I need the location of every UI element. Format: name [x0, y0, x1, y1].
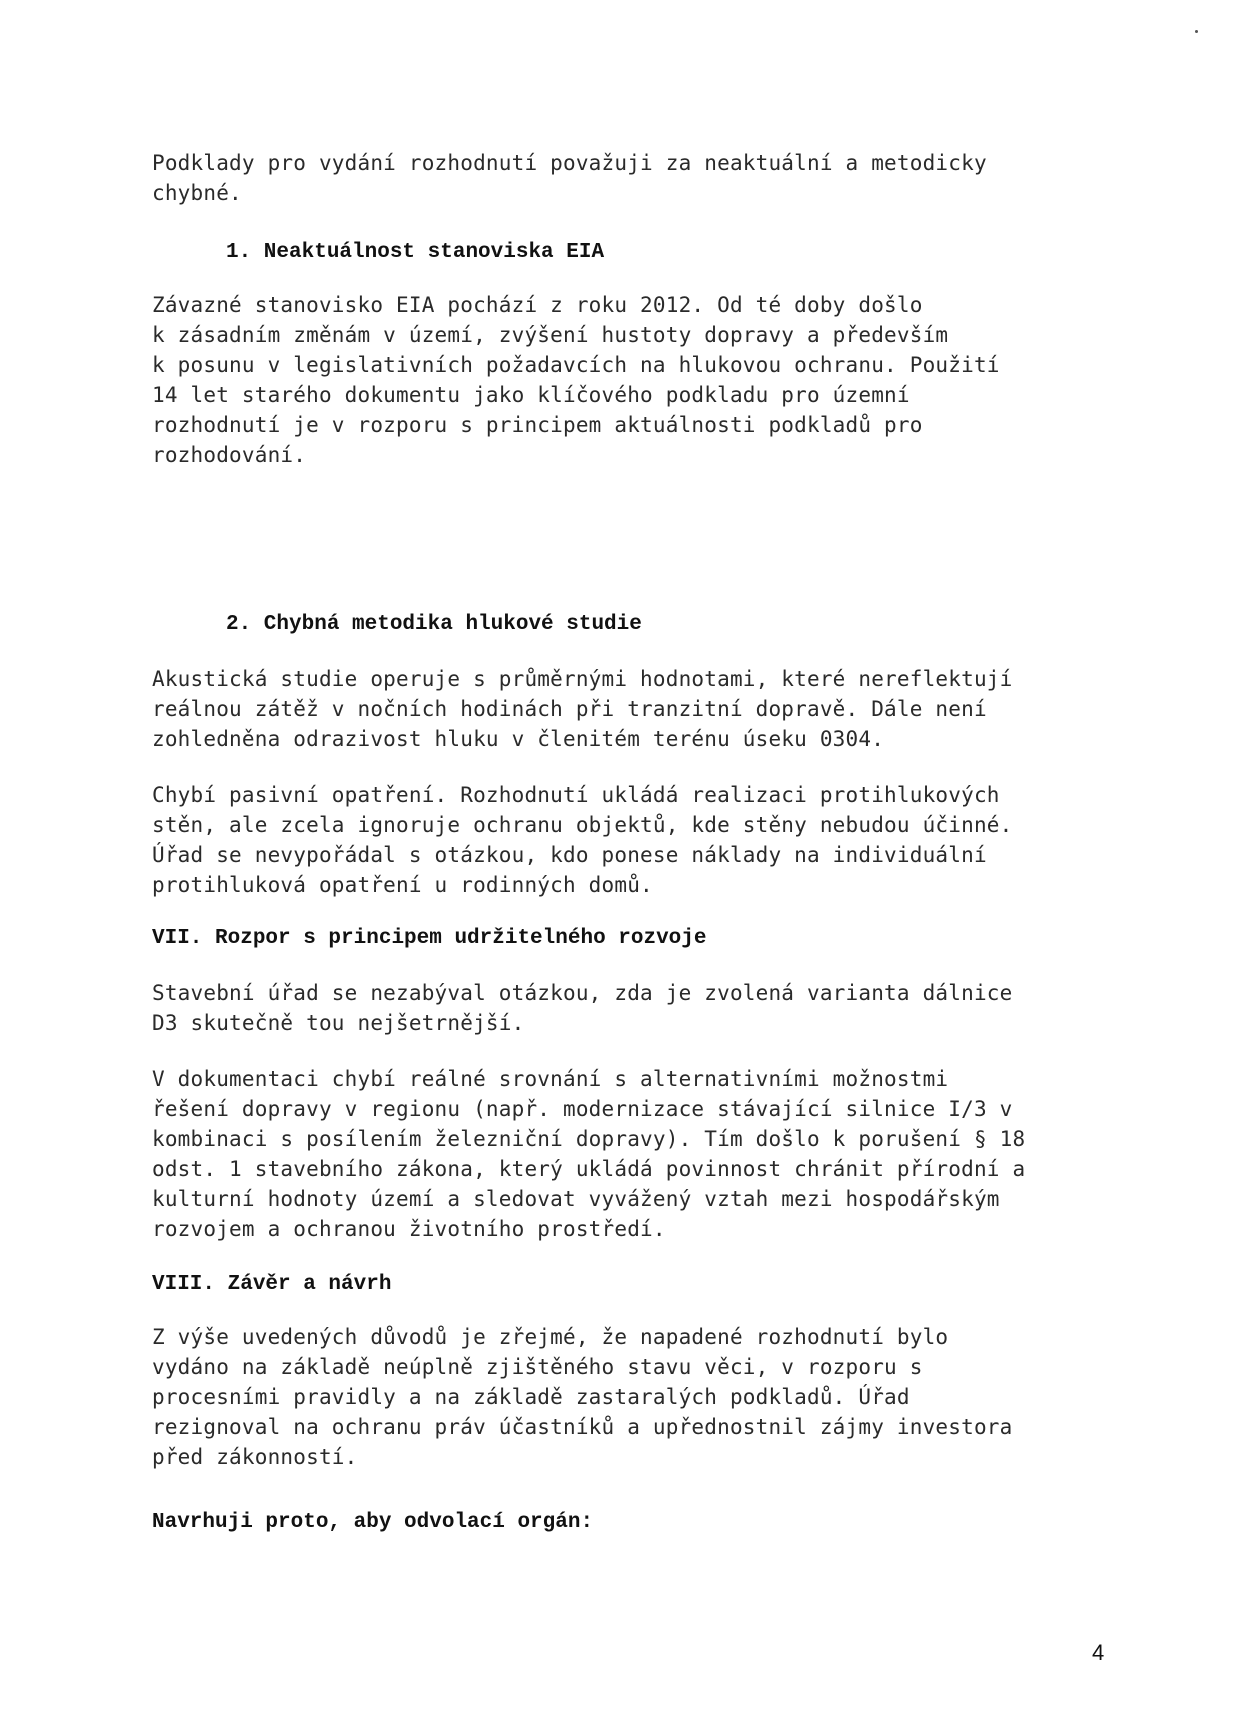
closing-heading: Navrhuji proto, aby odvolací orgán: [152, 1511, 594, 1534]
page-number: 4 [1092, 1640, 1105, 1665]
section-1-paragraph: Závazné stanovisko EIA pochází z roku 2012. Od té doby došlo k zásadním změnám v území, zvýšení hustoty dopravy a především k posunu v legislativních požadavcích na hlukovou ochranu. Použití 14 let starého dokumentu jako klíčového podkladu pro územní rozhodnutí je v rozporu s principem aktuálnosti podkladů pro rozhodování. [152, 293, 1000, 467]
section-7-heading: VII. Rozpor s principem udržitelného rozvoje [152, 927, 707, 950]
scan-speck [1195, 30, 1198, 33]
section-2-paragraph-1: Akustická studie operuje s průměrnými hodnotami, které nereflektují reálnou zátěž v nočních hodinách při tranzitní dopravě. Dále není zohledněna odrazivost hluku v členitém terénu úseku 0304. [152, 667, 1013, 751]
section-1-heading: 1. Neaktuálnost stanoviska EIA [226, 241, 605, 264]
section-8-heading: VIII. Závěr a návrh [152, 1273, 392, 1296]
section-8-paragraph: Z výše uvedených důvodů je zřejmé, že napadené rozhodnutí bylo vydáno na základě neúplně zjištěného stavu věci, v rozporu s procesními pravidly a na základě zastaralých podkladů. Úřad rezignoval na ochranu práv účastníků a upřednostnil zájmy investora před zákonností. [152, 1325, 1013, 1469]
intro-paragraph: Podklady pro vydání rozhodnutí považuji za neaktuální a metodicky chybné. [152, 151, 987, 205]
section-7-paragraph-1: Stavební úřad se nezabýval otázkou, zda je zvolená varianta dálnice D3 skutečně tou nejšetrnější. [152, 981, 1013, 1035]
section-2-heading: 2. Chybná metodika hlukové studie [226, 613, 642, 636]
section-7-paragraph-2: V dokumentaci chybí reálné srovnání s alternativními možnostmi řešení dopravy v regionu (např. modernizace stávající silnice I/3 v kombinaci s posílením železniční dopravy). Tím došlo k porušení § 18 odst. 1 stavebního zákona, který ukládá povinnost chránit přírodní a kulturní hodnoty území a sledovat vyvážený vztah mezi hospodářským rozvojem a ochranou životního prostředí. [152, 1067, 1026, 1241]
section-2-paragraph-2: Chybí pasivní opatření. Rozhodnutí ukládá realizaci protihlukových stěn, ale zcela ignoruje ochranu objektů, kde stěny nebudou účinné. Úřad se nevypořádal s otázkou, kdo ponese náklady na individuální protihluková opatření u rodinných domů. [152, 783, 1013, 897]
